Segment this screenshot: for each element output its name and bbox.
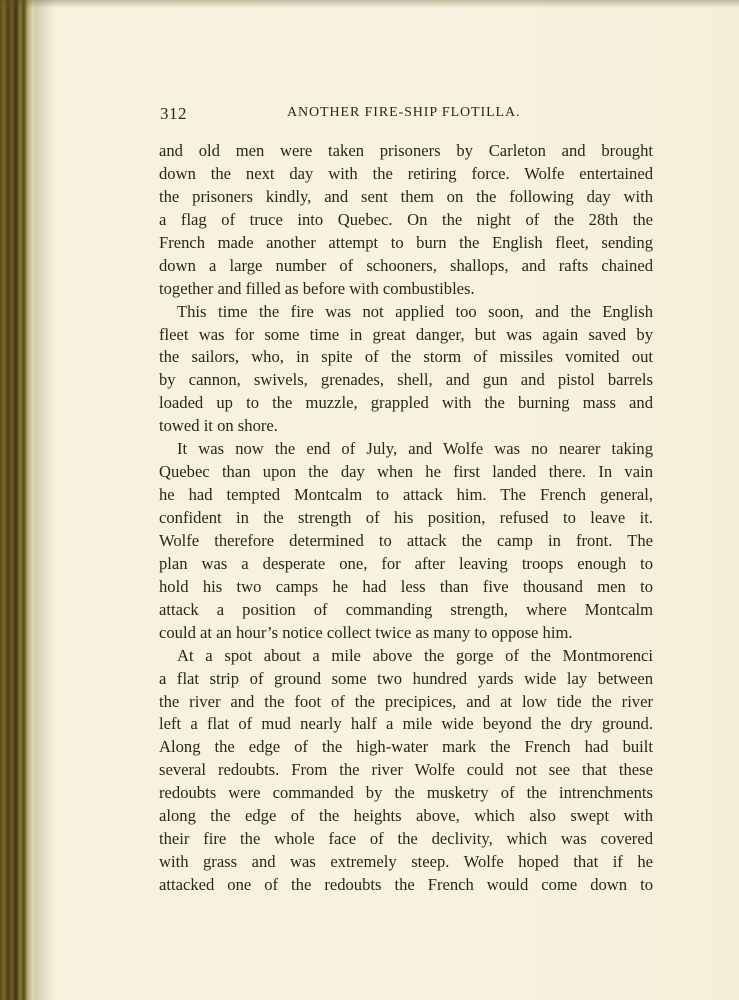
text-line: fleet was for some time in great danger, but was again saved by [159,324,653,344]
text-line: This time the fire was not applied too soon, and the English [177,301,653,321]
text-line: French made another attempt to burn the English fleet, sending [159,232,653,252]
text-line: Quebec than upon the day when he first landed there. In vain [159,462,653,482]
text-line: down the next day with the retiring force. Wolfe entertained [159,163,653,183]
text-line: attacked one of the redoubts the French would come down to [159,875,653,894]
text-line: the prisoners kindly, and sent them on the following day with [159,186,653,206]
text-line: the sailors, who, in spite of the storm of missiles vomited out [159,347,653,367]
text-line: confident in the strength of his position, refused to leave it. [159,508,653,527]
text-line: hold his two camps he had less than five thousand men to [159,576,653,596]
text-line: a flag of truce into Quebec. On the night of the 28th the [159,209,653,229]
text-line: down a large number of schooners, shallops, and rafts chained [159,255,653,275]
text-line: towed it on shore. [159,416,278,436]
text-line: plan was a desperate one, for after leaving troops enough to [159,553,653,573]
text-line: It was now the end of July, and Wolfe was no nearer taking [177,439,653,459]
page-header [160,104,653,126]
text-line: he had tempted Montcalm to attack him. The French general, [159,485,653,505]
text-line: a flat strip of ground some two hundred yards wide lay between [159,668,653,688]
text-line: the river and the foot of the precipices, and at low tide the river [159,691,653,711]
text-line: loaded up to the muzzle, grappled with the burning mass and [159,393,653,413]
text-line: attack a position of commanding strength, where Montcalm [159,599,653,619]
text-line: their fire the whole face of the declivity, which was covered [159,829,653,849]
text-line: along the edge of the heights above, which also swept with [159,806,653,826]
text-line: left a flat of mud nearly half a mile wide beyond the dry ground. [159,714,653,734]
text-line: At a spot about a mile above the gorge of the Montmorenci [177,645,653,665]
text-line: with grass and was extremely steep. Wolfe hoped that if he [159,852,653,872]
top-edge-shadow [0,0,739,8]
page-number: 312 [160,104,187,123]
running-head: ANOTHER FIRE-SHIP FLOTILLA. [287,105,521,120]
text-line: could at an hour’s notice collect twice as many to oppose him. [159,622,573,642]
text-line: Wolfe therefore determined to attack the camp in front. The [159,530,653,550]
gutter-shadow [34,0,54,1000]
text-line: redoubts were commanded by the musketry of the intrenchments [159,783,653,803]
text-line: and old men were taken prisoners by Carleton and brought [159,141,653,160]
text-line: Along the edge of the high-water mark the French had built [159,737,653,757]
book-spine [0,0,34,1000]
text-line: several redoubts. From the river Wolfe could not see that these [159,760,653,780]
text-line: by cannon, swivels, grenades, shell, and gun and pistol barrels [159,370,653,390]
text-line: together and filled as before with combustibles. [159,278,475,298]
body-text [159,140,653,897]
